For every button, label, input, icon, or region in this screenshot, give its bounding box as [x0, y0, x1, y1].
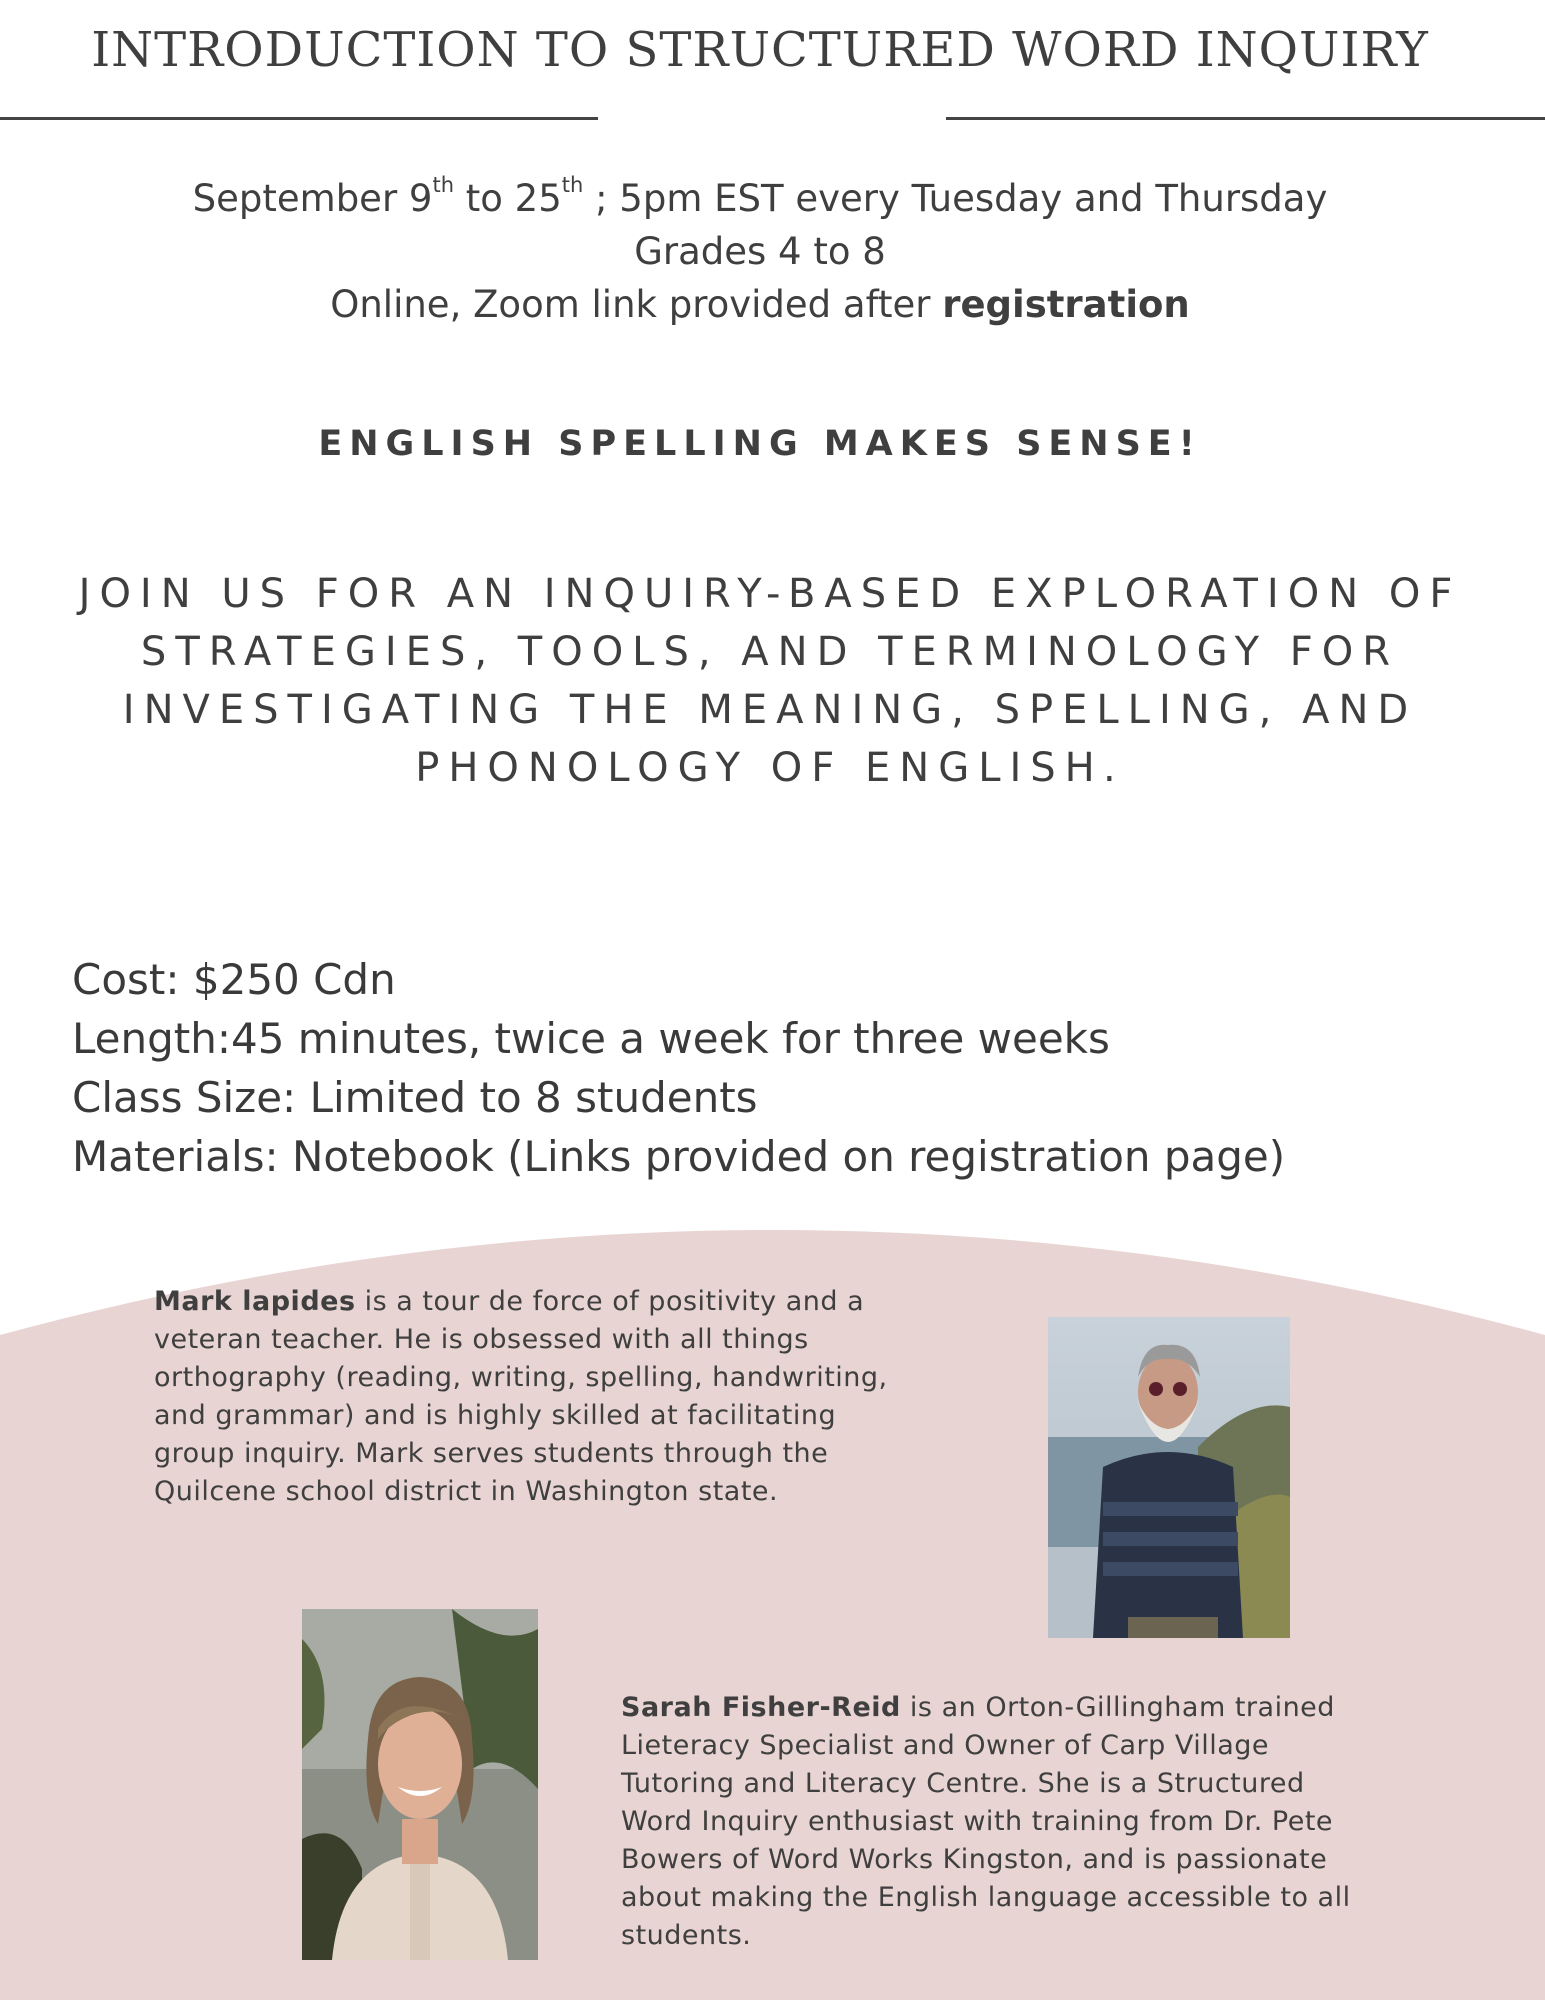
registration-text: registration	[942, 283, 1190, 326]
grades-line: Grades 4 to 8	[634, 230, 886, 273]
page-title: INTRODUCTION TO STRUCTURED WORD INQUIRY	[91, 22, 1429, 78]
join-line: JOIN US FOR AN INQUIRY-BASED EXPLORATION OF	[78, 571, 1462, 617]
cost-detail: Cost: $250 Cdn	[72, 955, 396, 1004]
course-details	[72, 950, 1492, 1186]
materials-detail: Materials: Notebook (Links provided on registration page)	[72, 1132, 1286, 1181]
length-detail: Length:45 minutes, twice a week for three weeks	[72, 1014, 1110, 1063]
sarah-photo	[302, 1609, 538, 1960]
mark-name: Mark lapides	[154, 1286, 356, 1317]
join-us-statement	[40, 565, 1500, 797]
class-size-detail: Class Size: Limited to 8 students	[72, 1073, 758, 1122]
sarah-bio: Sarah Fisher-Reid is an Orton-Gillingham trained Lieteracy Specialist and Owner of Carp Village Tutoring and Literacy Centre. She is a Structured Word Inquiry enthusiast with training from Dr. Pete Bowers of Word Works Kingston, and is passionate about making the English language accessible to all students.	[621, 1692, 1351, 1951]
title-divider-right	[946, 117, 1545, 120]
slogan-heading: ENGLISH SPELLING MAKES SENSE!	[318, 424, 1202, 464]
schedule-line: September 9th to 25th ; 5pm EST every Tuesday and Thursday	[192, 173, 1328, 220]
join-line: PHONOLOGY OF ENGLISH.	[415, 745, 1125, 791]
join-line: STRATEGIES, TOOLS, AND TERMINOLOGY FOR	[140, 629, 1400, 675]
join-line: INVESTIGATING THE MEANING, SPELLING, AND	[122, 687, 1418, 733]
sarah-name: Sarah Fisher-Reid	[621, 1692, 901, 1723]
title-divider-left	[0, 117, 598, 120]
mark-photo	[1048, 1317, 1290, 1638]
online-line: Online, Zoom link provided after registration	[330, 283, 1190, 326]
course-info	[0, 172, 1520, 331]
mark-bio: Mark lapides is a tour de force of positivity and a veteran teacher. He is obsessed with all things orthography (reading, writing, spelling, handwriting, and grammar) and is highly skilled at facilitating group inquiry. Mark serves students through the Quilcene school district in Washington state.	[154, 1286, 888, 1507]
